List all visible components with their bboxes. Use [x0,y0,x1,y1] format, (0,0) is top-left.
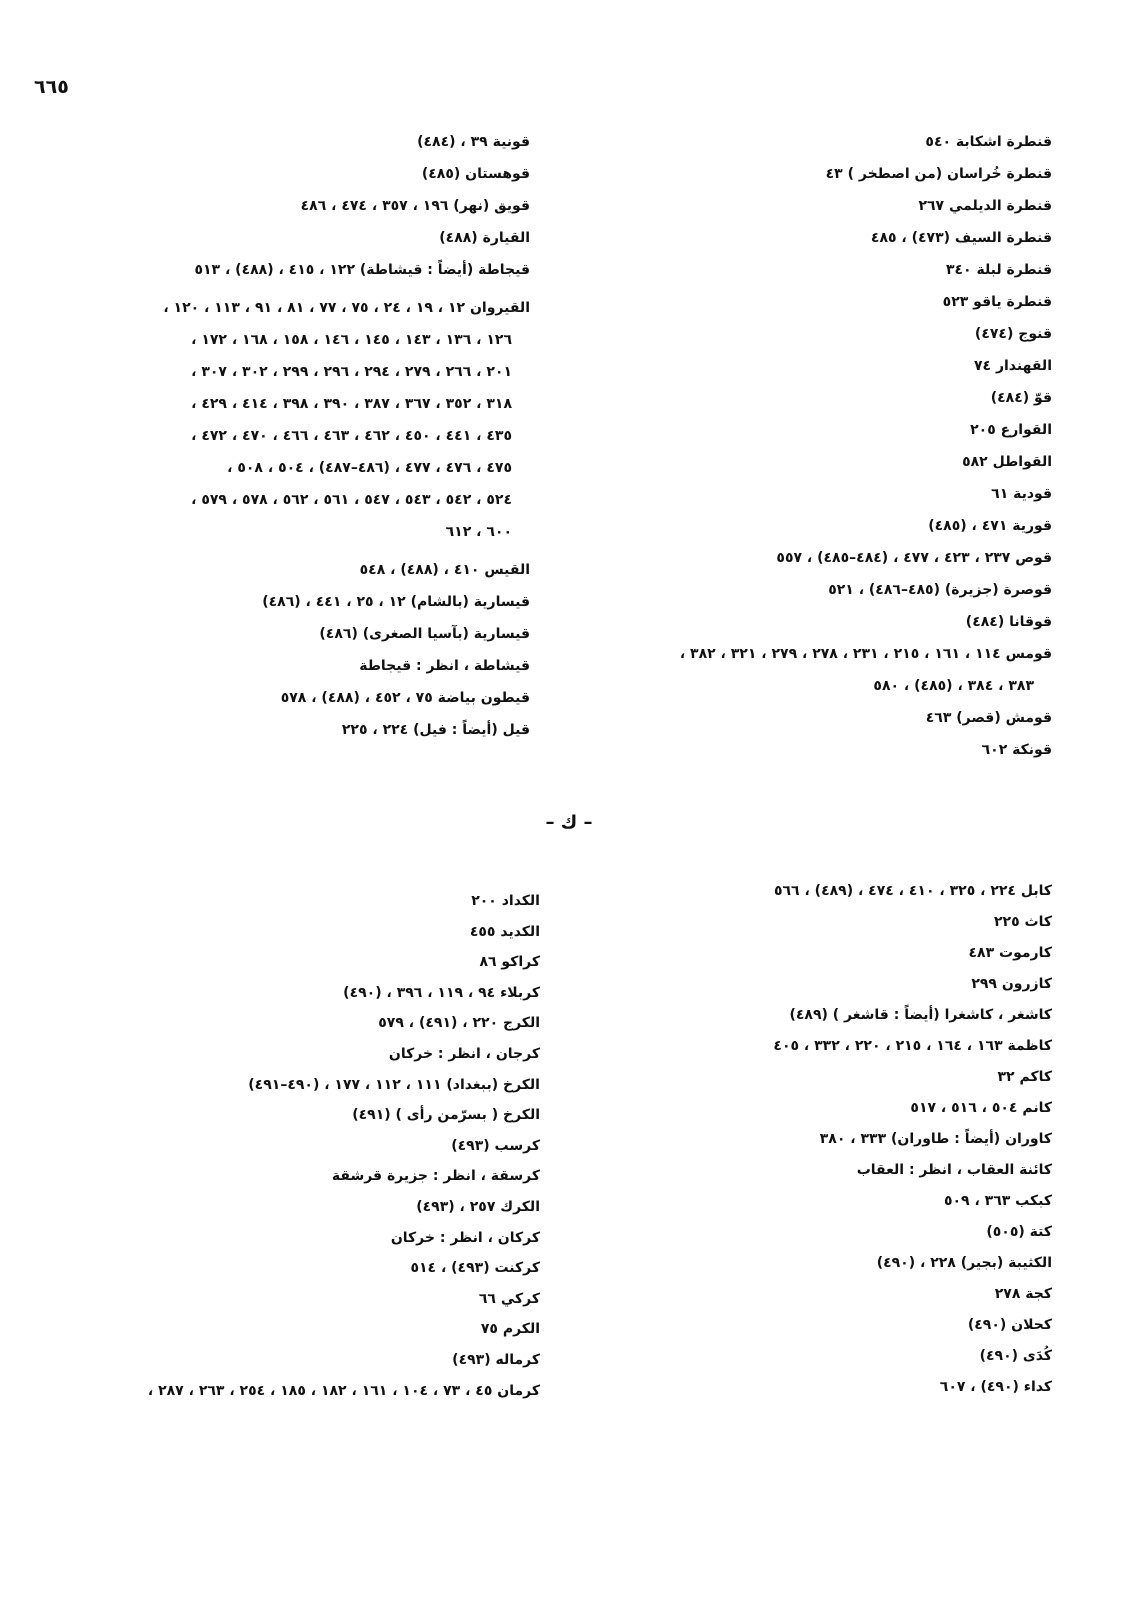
index-column-lower-right [552,876,1052,1403]
index-entry: قوقانا (٤٨٤) [965,614,1052,630]
index-column-upper-right [552,126,1052,766]
index-entry: كركنت (٤٩٣) ، ٥١٤ [410,1260,540,1277]
index-entry: الكرج ٢٢٠ ، (٤٩١) ، ٥٧٩ [378,1015,540,1032]
index-entry: قيل (أيضاً : فيل) ٢٢٤ ، ٢٢٥ [341,722,530,738]
index-entry: الكداد ٢٠٠ [471,893,540,909]
index-column-lower-left [20,886,540,1406]
index-entry: قيشاطة ، انظر : قيجاطة [359,658,530,674]
index-entry: كرجان ، انظر : خركان [388,1045,540,1062]
index-entry: كارموت ٤٨٣ [968,945,1052,961]
index-entry: الكرم ٧٥ [480,1321,540,1338]
index-entry: قيطون بياضة ٧٥ ، ٤٥٢ ، (٤٨٨) ، ٥٧٨ [280,690,530,706]
index-entry: كتة (٥٠٥) [986,1224,1052,1240]
index-entry: كرماله (٤٩٣) [452,1351,540,1368]
index-entry: قوهستان (٤٨٥) [421,166,530,182]
index-entry: قونكة ٦٠٢ [981,742,1052,758]
index-entry: الكرك ٢٥٧ ، (٤٩٣) [416,1198,540,1215]
index-entry: كربلاء ٩٤ ، ١١٩ ، ٣٩٦ ، (٤٩٠) [343,984,540,1001]
index-entry: قوص ٢٣٧ ، ٤٢٣ ، ٤٧٧ ، (٤٨٤–٤٨٥) ، ٥٥٧ [776,550,1052,566]
index-entry: الكديد ٤٥٥ [469,923,540,940]
index-entry: قورية ٤٧١ ، (٤٨٥) [928,518,1052,534]
index-entry: كابل ٢٢٤ ، ٣٢٥ ، ٤١٠ ، ٤٧٤ ، (٤٨٩) ، ٥٦٦ [773,883,1052,899]
index-entry: كُدَى (٤٩٠) [979,1348,1052,1364]
index-entry: كداء (٤٩٠) ، ٦٠٧ [939,1379,1052,1395]
index-entry: كائنة العقاب ، انظر : العقاب [856,1162,1052,1178]
index-entry-qayrawan: ٣١٨ ، ٣٥٢ ، ٣٦٧ ، ٣٨٧ ، ٣٩٠ ، ٣٩٨ ، ٤١٤ ، ٤٢٩ ، [191,396,512,412]
page-number: ٦٦٥ [34,76,69,98]
index-entry: ٣٨٣ ، ٣٨٤ ، (٤٨٥) ، ٥٨٠ [873,678,1034,694]
index-entry: كاث ٢٢٥ [994,914,1052,930]
index-entry: كحلان (٤٩٠) [967,1317,1052,1333]
index-entry: قيسارية (بآسيا الصغرى) (٤٨٦) [319,626,530,642]
index-entry: قنوج (٤٧٤) [974,326,1052,342]
index-entry: كركان ، انظر : خركان [390,1229,540,1246]
index-entry: كاشغر ، كاشغرا (أيضاً : قاشغر ) (٤٨٩) [789,1007,1052,1023]
index-entry: كرسقة ، انظر : جزيرة قرشقة [331,1168,540,1185]
index-entry: قنطرة خُراسان (من اصطخر ) ٤٣ [825,166,1052,182]
index-entry: القيارة (٤٨٨) [439,230,530,246]
index-entry: قوّ (٤٨٤) [990,390,1052,406]
index-entry-qayrawan: القيروان ١٢ ، ١٩ ، ٢٤ ، ٧٥ ، ٧٧ ، ٨١ ، ٩١ ، ١١٣ ، ١٢٠ ، [163,300,530,316]
index-entry: قويق (نهر) ١٩٦ ، ٣٥٧ ، ٤٧٤ ، ٤٨٦ [300,198,530,214]
index-entry: كجة ٢٧٨ [994,1286,1052,1302]
index-entry: الكرخ (ببغداد) ١١١ ، ١١٢ ، ١٧٧ ، (٤٩٠–٤٩١) [248,1076,540,1093]
index-entry-qayrawan: ٢٠١ ، ٢٦٦ ، ٢٧٩ ، ٢٩٤ ، ٢٩٦ ، ٢٩٩ ، ٣٠٢ ، ٣٠٧ ، [191,364,512,380]
index-entry: كركي ٦٦ [478,1290,540,1307]
index-entry: قوصرة (جزيرة) (٤٨٥–٤٨٦) ، ٥٢١ [828,582,1052,598]
index-column-upper-left [30,126,530,746]
index-entry-qayrawan: ٤٧٥ ، ٤٧٦ ، ٤٧٧ ، (٤٨٦–٤٨٧) ، ٥٠٤ ، ٥٠٨ ، [227,460,512,476]
index-entry: القوارع ٢٠٥ [970,422,1052,438]
index-entry: كبكب ٣٦٣ ، ٥٠٩ [943,1193,1052,1209]
index-entry: قنطرة الديلمي ٢٦٧ [918,198,1052,214]
index-entry: كاوران (أيضاً : طاوران) ٣٣٣ ، ٣٨٠ [819,1131,1052,1147]
index-entry-qayrawan: ٤٣٥ ، ٤٤١ ، ٤٥٠ ، ٤٦٢ ، ٤٦٣ ، ٤٦٦ ، ٤٧٠ ، ٤٧٢ ، [191,428,512,444]
index-entry: الكثيبة (بجير) ٢٢٨ ، (٤٩٠) [876,1255,1052,1271]
index-entry: قنطرة اشكابة ٥٤٠ [925,134,1052,150]
index-entry: كرمان ٤٥ ، ٧٣ ، ١٠٤ ، ١٦١ ، ١٨٢ ، ١٨٥ ، ٢٥٤ ، ٢٦٣ ، ٢٨٧ ، [147,1382,540,1399]
index-entry: الكرخ ( بسرّمن رأى ) (٤٩١) [352,1107,540,1124]
index-entry: قومش (قصر) ٤٦٣ [925,710,1052,726]
index-entry: قيجاطة (أيضاً : قيشاطة) ١٢٢ ، ٤١٥ ، (٤٨٨) ، ٥١٣ [194,262,530,278]
index-entry: كرسب (٤٩٣) [451,1137,540,1154]
index-entry: كانم ٥٠٤ ، ٥١٦ ، ٥١٧ [910,1100,1052,1116]
index-entry: كاكم ٣٢ [997,1069,1052,1085]
index-entry: القواطل ٥٨٢ [962,454,1052,470]
index-entry-qayrawan: ٥٢٤ ، ٥٤٢ ، ٥٤٣ ، ٥٤٧ ، ٥٦١ ، ٥٦٢ ، ٥٧٨ ، ٥٧٩ ، [191,492,512,508]
index-entry: كازرون ٢٩٩ [971,976,1052,992]
index-entry: القيس ٤١٠ ، (٤٨٨) ، ٥٤٨ [359,562,530,578]
index-entry: قنطرة السيف (٤٧٣) ، ٤٨٥ [870,230,1052,246]
section-heading-kaf: – ك – [545,812,593,833]
index-entry: قيسارية (بالشام) ١٢ ، ٢٥ ، ٤٤١ ، (٤٨٦) [262,594,530,610]
index-entry: كاظمة ١٦٣ ، ١٦٤ ، ٢١٥ ، ٢٢٠ ، ٣٣٢ ، ٤٠٥ [773,1038,1052,1054]
index-entry: كراكو ٨٦ [479,954,540,971]
index-entry: قنطرة ياقو ٥٢٣ [942,294,1052,310]
index-entry: قودية ٦١ [991,486,1052,502]
index-entry-qayrawan: ١٢٦ ، ١٣٦ ، ١٤٣ ، ١٤٥ ، ١٤٦ ، ١٥٨ ، ١٦٨ ، ١٧٢ ، [191,332,512,348]
index-entry: القهندار ٧٤ [973,358,1052,374]
index-entry-qayrawan: ٦٠٠ ، ٦١٢ [445,524,512,540]
index-entry: قونية ٣٩ ، (٤٨٤) [417,134,530,150]
index-entry: قنطرة لبلة ٣٤٠ [945,262,1052,278]
index-entry: قومس ١١٤ ، ١٦١ ، ٢١٥ ، ٢٣١ ، ٢٧٨ ، ٢٧٩ ، ٣٢١ ، ٣٨٢ ، [679,646,1052,662]
